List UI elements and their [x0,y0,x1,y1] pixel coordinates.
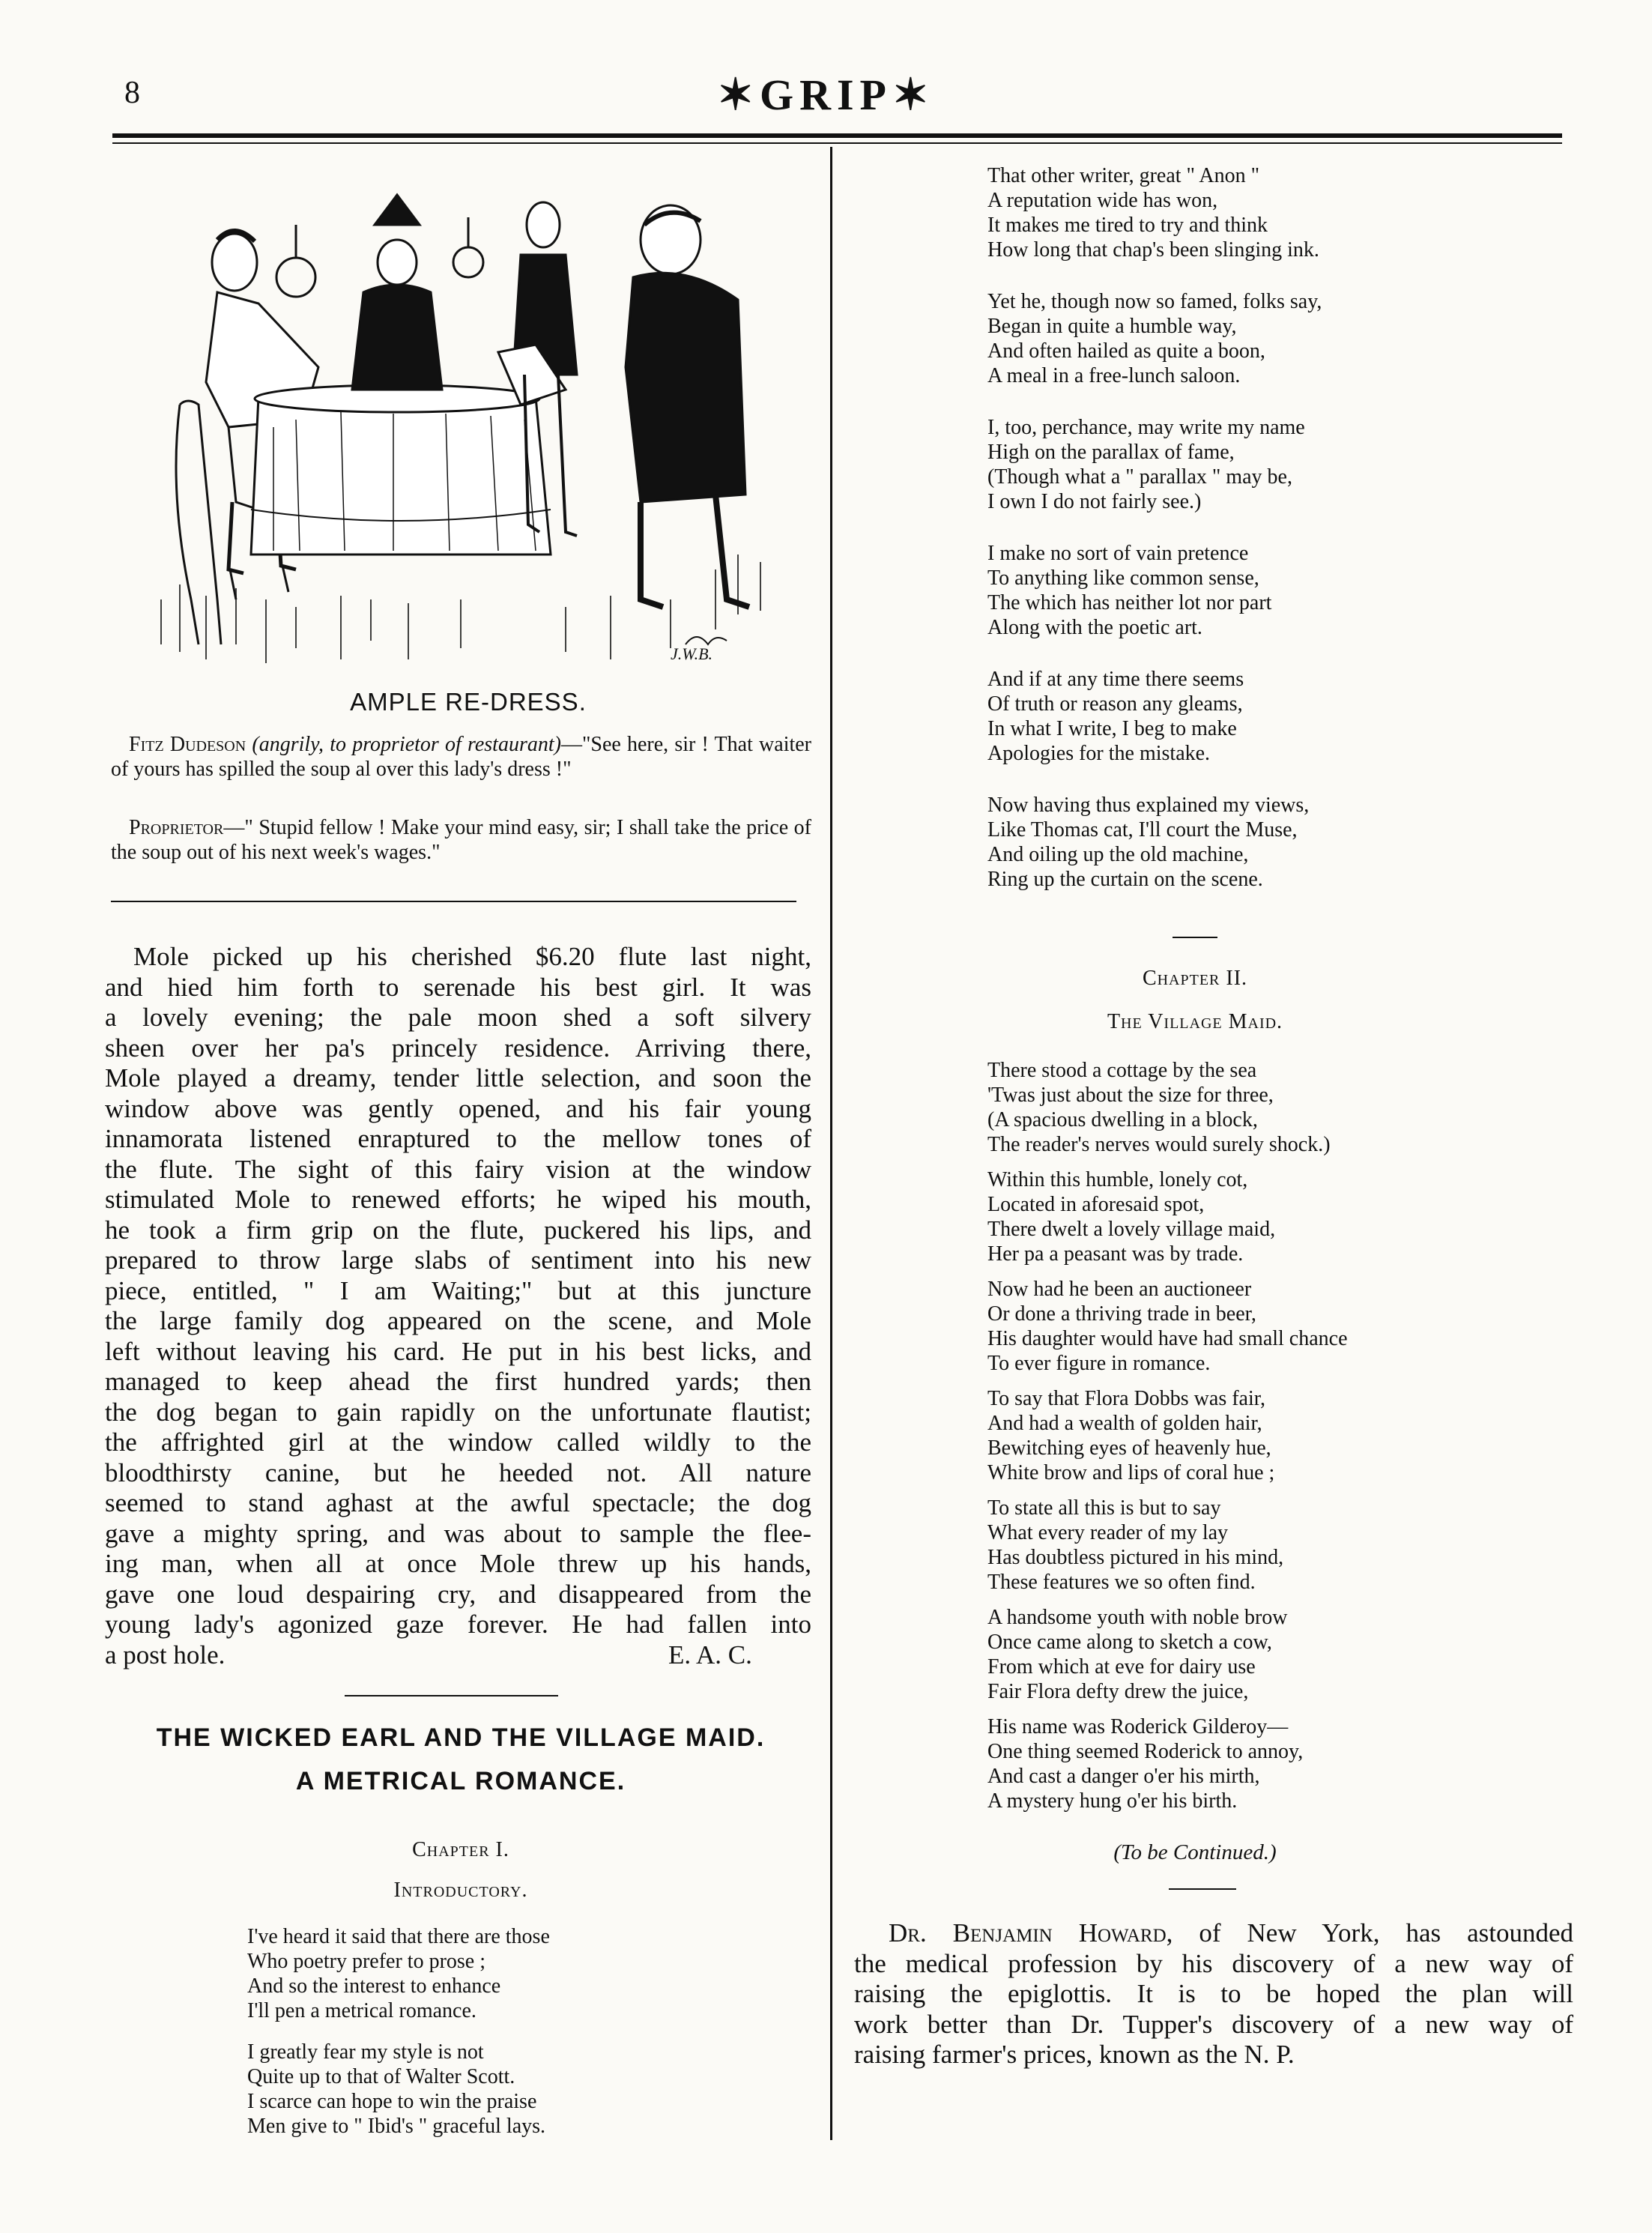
poem-line: And if at any time there seems [987,668,1244,691]
story-line: piece, entitled, " I am Waiting;" but at this juncture [105,1275,811,1305]
howard-name: Dr. Benjamin Howard, [889,1918,1173,1948]
note-text: the medical profession by his discovery of a new way of [854,1948,1573,1978]
poem-line: And oiling up the old machine, [987,843,1249,866]
poem-stanza [987,1496,1283,1595]
note-text: raising the epiglottis. It is to be hoped the plan will [854,1979,1573,2008]
story-line: stimulated Mole to renewed efforts; he wiped his mouth, [105,1185,811,1214]
story-text: a post hole. [105,1640,226,1670]
speech-text: —" Stupid fellow ! Make your mind easy, sir; I shall take the price of the soup out of his next week's wages." [111,816,811,864]
story-line: innamorata listened enraptured to the mellow tones of [105,1124,811,1153]
story-line: the flute. The sight of this fairy vision at the window [105,1154,811,1184]
poem-line: Yet he, though now so famed, folks say, [987,290,1322,313]
poem-line: His name was Roderick Gilderoy— [987,1715,1289,1738]
poem-line: Now having thus explained my views, [987,794,1310,817]
poem-line: I've heard it said that there are those [247,1925,550,1948]
poem-line: Of truth or reason any gleams, [987,692,1243,716]
poem-line: Like Thomas cat, I'll court the Muse, [987,818,1298,841]
story-line: the large family dog appeared on the scene, and Mole [105,1306,811,1335]
poem-line: And had a wealth of golden hair, [987,1412,1262,1435]
poem-stanza [247,2040,545,2139]
section-rule [1169,1888,1236,1890]
story-line: sheen over her pa's princely residence. Arriving there, [105,1033,811,1063]
poem-line: Fair Flora defty drew the juice, [987,1680,1249,1703]
poem-line: And often hailed as quite a boon, [987,339,1265,363]
story-line: and hied him forth to serenade his best girl. It was [105,972,811,1002]
poem-line: Who poetry prefer to prose ; [247,1950,485,1973]
cartoon-caption-dialogue-1 [111,732,811,782]
story-line: he took a firm grip on the flute, puckered his lips, and [105,1215,811,1245]
note-text: of New York, has astounded [1199,1918,1573,1948]
to-be-continued: (To be Continued.) [1113,1840,1277,1864]
poem-line: A reputation wide has won, [987,189,1218,212]
poem-line: Men give to " Ibid's " graceful lays. [247,2115,546,2138]
poem-line: The reader's nerves would surely shock.) [987,1133,1331,1156]
poem-stanza [987,1058,1331,1157]
poem-line: That other writer, great " Anon " [987,164,1260,187]
poem-line: Along with the poetic art. [987,616,1202,639]
speaker-name: Proprietor [129,816,224,839]
poem-stanza [987,1386,1274,1485]
story-line: window above was gently opened, and his fair young [105,1093,811,1123]
poem-stanza [987,163,1319,262]
poem-line: And cast a danger o'er his mirth, [987,1765,1260,1788]
masthead-title: ✶GRIP✶ [717,70,935,119]
poem-stanza [987,1714,1303,1813]
story-line: prepared to throw large slabs of sentiment into his new [105,1245,811,1275]
poem-line: The which has neither lot nor part [987,591,1272,614]
poem-line: Now had he been an auctioneer [987,1278,1252,1301]
story-line: gave one loud despairing cry, and disappeared from the [105,1579,811,1609]
poem-line: One thing seemed Roderick to annoy, [987,1740,1304,1763]
poem-line: I'll pen a metrical romance. [247,1999,476,2022]
cartoon-caption-dialogue-2 [111,815,811,865]
poem-line: Located in aforesaid spot, [987,1193,1205,1216]
poem-line: Her pa a peasant was by trade. [987,1242,1244,1266]
header-rule [112,133,1562,138]
poem-line: His daughter would have had small chance [987,1327,1348,1350]
chapter-title: Introductory. [393,1879,528,1902]
story-line: bloodthirsty canine, but he heeded not. All nature [105,1457,811,1487]
poem-line: A mystery hung o'er his birth. [987,1789,1238,1813]
poem-line: A meal in a free-lunch saloon. [987,364,1241,387]
poem-line: How long that chap's been slinging ink. [987,238,1319,262]
story-line: ing man, when all at once Mole threw up his hands, [105,1549,811,1578]
cartoon-illustration [146,180,783,667]
speaker-name: Fitz Dudeson [129,733,246,756]
note-text: work better than Dr. Tupper's discovery of a new way of [854,2009,1573,2039]
poem-line: I own I do not fairly see.) [987,490,1202,513]
chapter-heading: Chapter I. [412,1838,509,1861]
poem-line: White brow and lips of coral hue ; [987,1461,1275,1484]
poem-line: To say that Flora Dobbs was fair, [987,1387,1265,1410]
page-number: 8 [124,76,140,110]
section-rule [345,1695,558,1696]
story-line: Mole played a dreamy, tender little selection, and soon the [105,1063,811,1093]
poem-stanza [247,1924,550,2023]
poem-line: Ring up the curtain on the scene. [987,868,1263,891]
poem-line: These features we so often find. [987,1571,1256,1594]
poem-line: Within this humble, lonely cot, [987,1168,1248,1191]
poem-line: I greatly fear my style is not [247,2040,484,2064]
poem-line: Or done a thriving trade in beer, [987,1302,1256,1326]
poem-line: There dwelt a lovely village maid, [987,1218,1276,1241]
poem-stanza [987,667,1244,766]
poem-line: 'Twas just about the size for three, [987,1084,1274,1107]
stage-direction: (angrily, to proprietor of restaurant) [252,733,561,756]
poem-stanza [987,415,1305,514]
poem-line: In what I write, I beg to make [987,717,1237,740]
poem-line: It makes me tired to try and think [987,214,1268,237]
poem-line: I make no sort of vain pretence [987,542,1249,565]
poem-line: I scarce can hope to win the praise [247,2090,537,2113]
story-line: gave a mighty spring, and was about to sample the flee- [105,1518,811,1548]
mole-story-paragraph [105,942,811,1640]
note-text: raising farmer's prices, known as the N. P. [854,2040,1295,2069]
poem-line: Quite up to that of Walter Scott. [247,2065,515,2088]
poem-line: I, too, perchance, may write my name [987,416,1305,439]
story-line: young lady's agonized gaze forever. He had fallen into [105,1610,811,1639]
poem-line: And so the interest to enhance [247,1974,501,1998]
poem-line: Has doubtless pictured in his mind, [987,1546,1284,1569]
poem-line: (A spacious dwelling in a block, [987,1108,1258,1131]
story-line: left without leaving his card. He put in his best licks, and [105,1336,811,1366]
poem-line: To state all this is but to say [987,1496,1221,1520]
poem-line: High on the parallax of fame, [987,441,1235,464]
section-rule [1173,937,1217,938]
story-line: the dog began to gain rapidly on the unfortunate flautist; [105,1397,811,1427]
chapter-title: The Village Maid. [1107,1010,1283,1033]
poem-stanza [987,793,1309,892]
section-rule [111,901,796,902]
poem-stanza [987,1605,1288,1704]
speech-text: —"See here, sir ! That waiter of yours has spilled the soup al over this lady's dress !" [111,733,812,781]
romance-title: THE WICKED EARL AND THE VILLAGE MAID. [156,1723,766,1752]
poem-line: Apologies for the mistake. [987,742,1211,765]
poem-stanza [987,1167,1275,1266]
author-signature: E. A. C. [668,1640,752,1670]
poem-line: (Though what a " parallax " may be, [987,465,1292,489]
romance-subtitle: A METRICAL ROMANCE. [295,1767,626,1795]
poem-line: What every reader of my lay [987,1521,1229,1544]
header-rule-thin [112,142,1562,144]
poem-line: Once came along to sketch a cow, [987,1631,1272,1654]
story-line: seemed to stand aghast at the awful spectacle; the dog [105,1488,811,1517]
story-line: a lovely evening; the pale moon shed a soft silvery [105,1003,811,1032]
howard-note-paragraph [854,1918,1573,2070]
poem-line: Bewitching eyes of heavenly hue, [987,1436,1271,1460]
cartoon-caption-title: AMPLE RE-DRESS. [350,688,587,716]
poem-line: To anything like common sense, [987,566,1259,590]
mole-story-last-line [105,1640,811,1671]
poem-line: Began in quite a humble way, [987,315,1237,338]
poem-stanza [987,541,1271,640]
poem-line: A handsome youth with noble brow [987,1606,1288,1629]
story-line: Mole picked up his cherished $6.20 flute last night, [133,942,811,971]
story-line: the affrighted girl at the window called wildly to the [105,1427,811,1457]
column-divider [830,147,832,2140]
poem-line: From which at eve for dairy use [987,1655,1256,1678]
chapter-heading: Chapter II. [1142,967,1248,990]
cartoon-signature: J.W.B. [671,644,713,663]
poem-stanza [987,1277,1348,1376]
poem-line: There stood a cottage by the sea [987,1059,1257,1082]
poem-line: To ever figure in romance. [987,1352,1211,1375]
poem-stanza [987,289,1322,388]
story-line: managed to keep ahead the first hundred yards; then [105,1367,811,1396]
